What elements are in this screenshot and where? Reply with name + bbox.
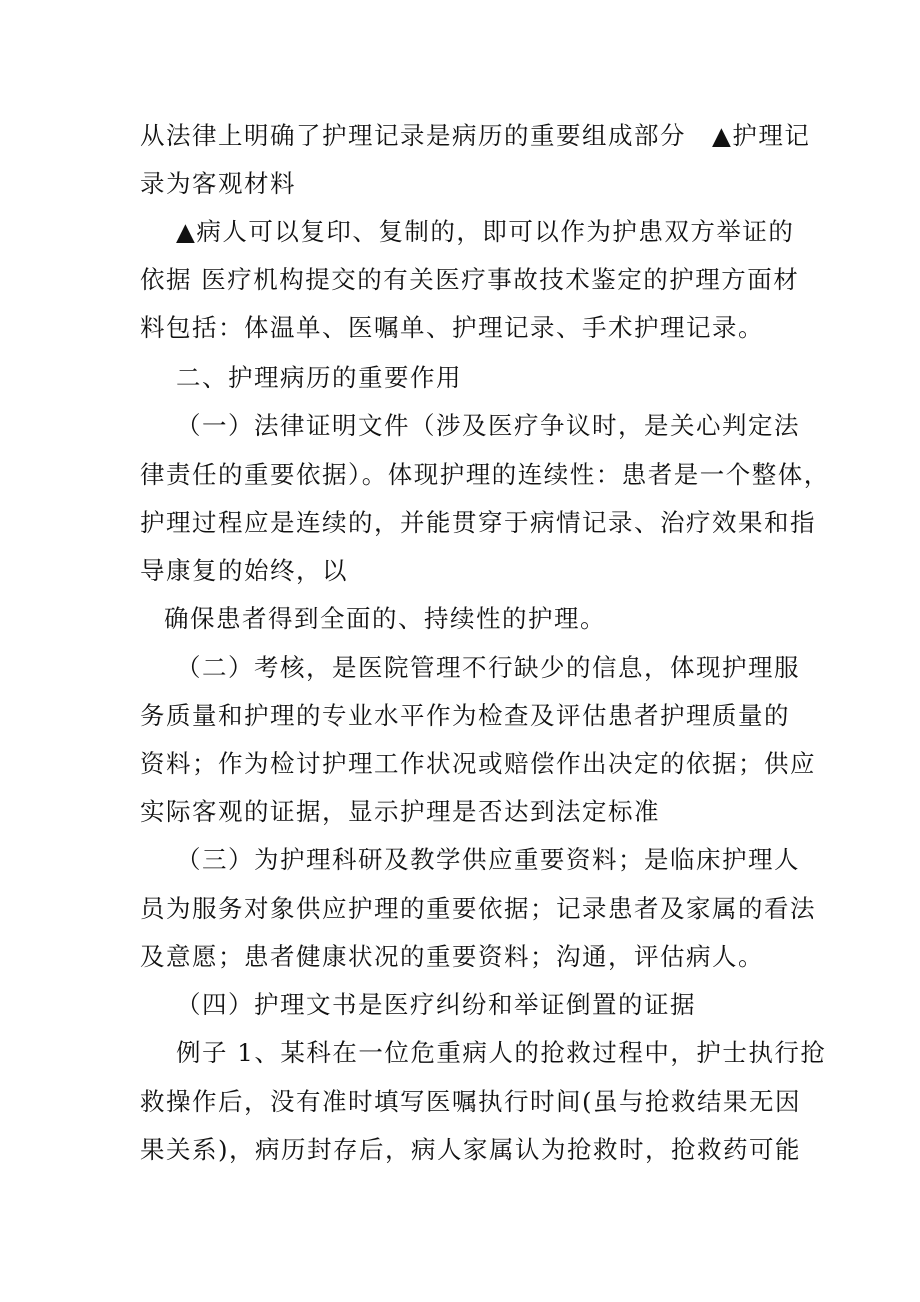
- section-heading: 二、护理病历的重要作用: [176, 363, 462, 392]
- text-line: （四）护理文书是医疗纠纷和举证倒置的证据: [176, 990, 696, 1019]
- text-line: 依据 医疗机构提交的有关医疗事故技术鉴定的护理方面材: [140, 265, 800, 294]
- text-line: 律责任的重要依据）。体现护理的连续性：患者是一个整体，: [140, 460, 830, 489]
- text-line: （三）为护理科研及教学供应重要资料；是临床护理人: [176, 845, 800, 874]
- text-line: 实际客观的证据，显示护理是否达到法定标准: [140, 797, 660, 826]
- text-line: 员为服务对象供应护理的重要依据；记录患者及家属的看法: [140, 894, 816, 923]
- text-line: 资料；作为检讨护理工作状况或赔偿作出决定的依据；供应: [140, 749, 816, 778]
- text-line: 导康复的始终，以: [140, 556, 348, 585]
- text-line: 果关系)，病历封存后，病人家属认为抢救时，抢救药可能: [140, 1135, 802, 1164]
- text-line: 料包括：体温单、医嘱单、护理记录、手术护理记录。: [140, 313, 764, 342]
- text-line: 及意愿；患者健康状况的重要资料；沟通，评估病人。: [140, 942, 764, 971]
- text-line: ▲病人可以复印、复制的，即可以作为护患双方举证的: [176, 217, 795, 246]
- text-line: （二）考核，是医院管理不行缺少的信息，体现护理服: [176, 653, 800, 682]
- text-line: 从法律上明确了护理记录是病历的重要组成部分 ▲护理记: [140, 121, 811, 150]
- text-line: 例子 1、某科在一位危重病人的抢救过程中，护士执行抢: [176, 1038, 827, 1067]
- text-line: 护理过程应是连续的，并能贯穿于病情记录、治疗效果和指: [140, 508, 816, 537]
- text-line: 确保患者得到全面的、持续性的护理。: [164, 604, 606, 633]
- text-line: 务质量和护理的专业水平作为检查及评估患者护理质量的: [140, 701, 790, 730]
- text-line: （一）法律证明文件（涉及医疗争议时，是关心判定法: [176, 411, 800, 440]
- text-line: 录为客观材料: [140, 169, 296, 198]
- text-line: 救操作后，没有准时填写医嘱执行时间(虽与抢救结果无因: [140, 1087, 802, 1116]
